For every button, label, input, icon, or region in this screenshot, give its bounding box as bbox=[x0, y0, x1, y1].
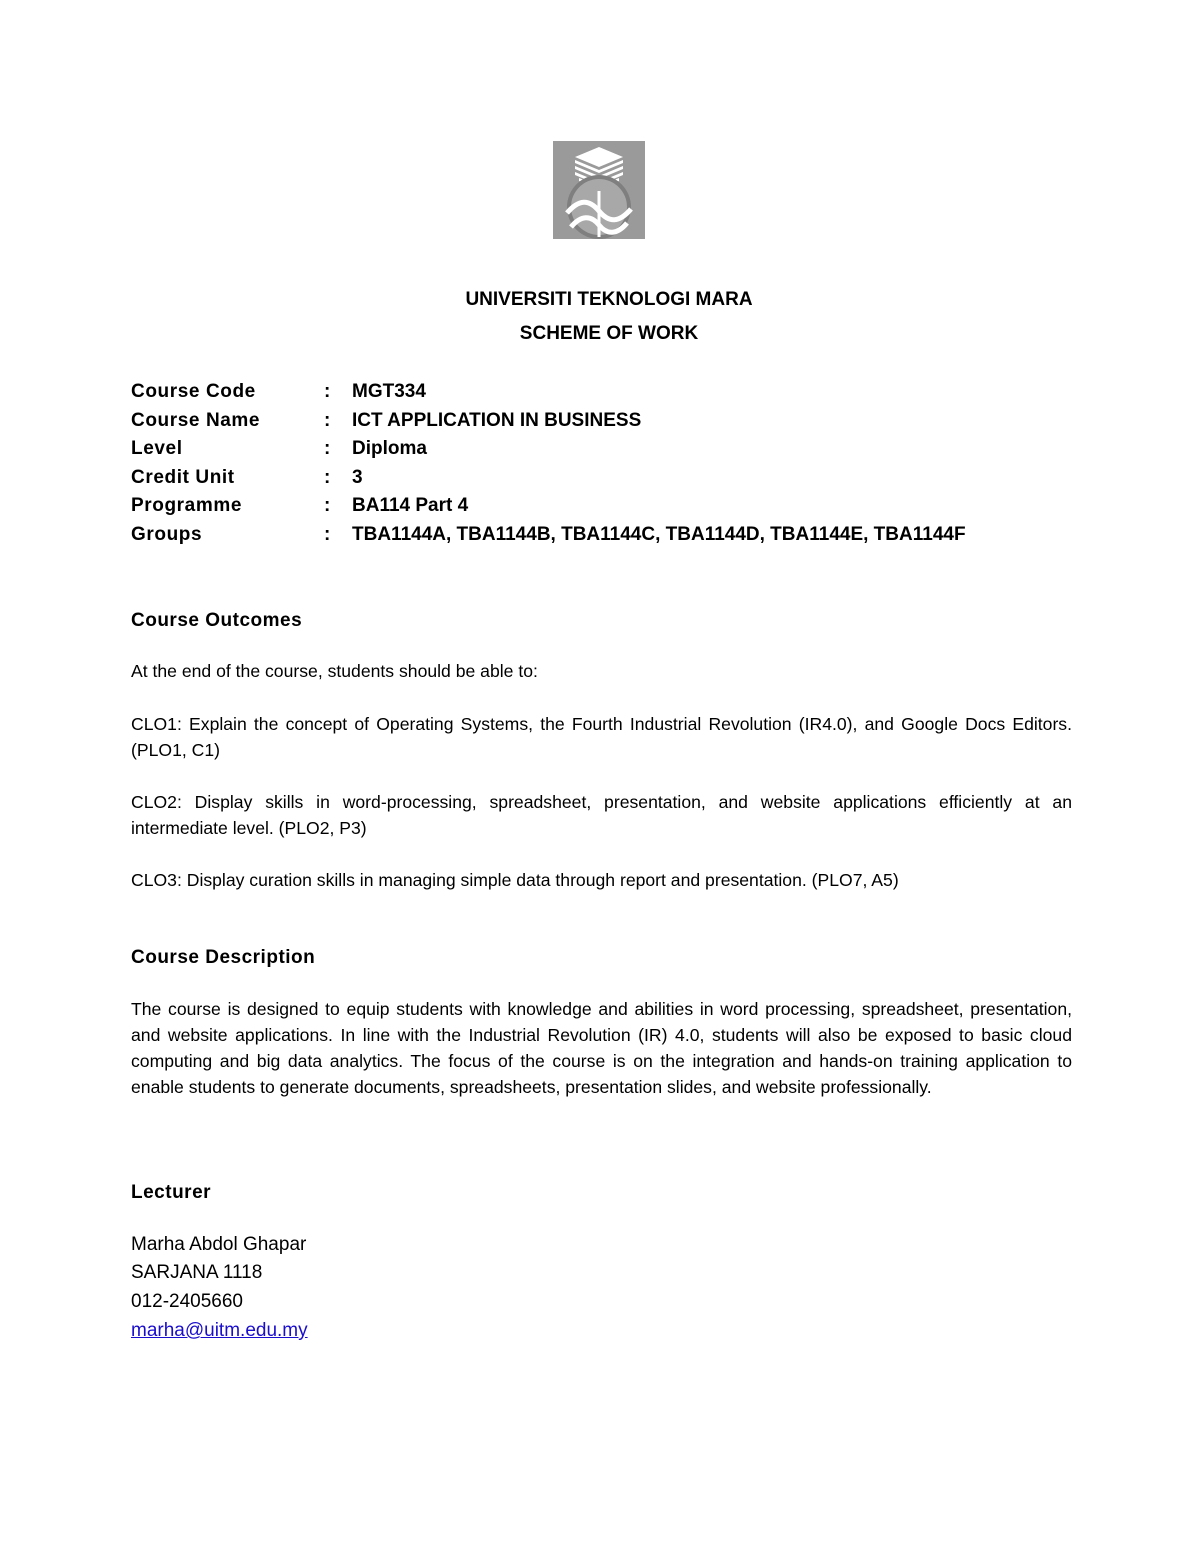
separator-colon: : bbox=[324, 466, 331, 488]
credit-unit-value: 3 bbox=[352, 466, 363, 488]
course-name-value: ICT APPLICATION IN BUSINESS bbox=[352, 409, 642, 431]
separator-colon: : bbox=[324, 381, 331, 402]
separator-colon: : bbox=[324, 409, 331, 431]
level-label: Level bbox=[131, 438, 183, 460]
credit-unit-label: Credit Unit bbox=[131, 466, 235, 488]
lecturer-phone: 012-2405660 bbox=[131, 1291, 243, 1312]
groups-value: TBA1144A, TBA1144B, TBA1144C, TBA1144D, TBA1144E, TBA1144F bbox=[352, 523, 966, 545]
separator-colon: : bbox=[324, 438, 331, 460]
course-code-value: MGT334 bbox=[352, 381, 426, 402]
level-value: Diploma bbox=[352, 438, 427, 460]
separator-colon: : bbox=[324, 523, 331, 545]
outcome-clo3: CLO3: Display curation skills in managing simple data through report and presentation. (PLO7, A5) bbox=[131, 870, 899, 890]
outcome-clo1: CLO1: Explain the concept of Operating Systems, the Fourth Industrial Revolution (IR4.0), and Google Docs Editors. (PLO1, C1) bbox=[131, 714, 1072, 760]
university-logo bbox=[553, 141, 645, 249]
course-code-label: Course Code bbox=[131, 381, 256, 402]
separator-colon: : bbox=[324, 495, 331, 517]
lecturer-heading: Lecturer bbox=[131, 1182, 212, 1203]
institution-title: UNIVERSITI TEKNOLOGI MARA bbox=[465, 289, 753, 310]
programme-value: BA114 Part 4 bbox=[352, 495, 469, 517]
document-title: SCHEME OF WORK bbox=[519, 323, 699, 344]
lecturer-name: Marha Abdol Ghapar bbox=[131, 1234, 307, 1255]
groups-label: Groups bbox=[131, 523, 203, 545]
course-name-label: Course Name bbox=[131, 409, 261, 431]
description-text: The course is designed to equip students with knowledge and abilities in word processing, spreadsheet, presentation, and website applications. In line with the Industrial Revolution (IR) 4.0, students will also be exposed to basic cloud computing and big data analytics. The focus of the course is on the integration and hands-on training application to enable students to generate documents, spreadsheets, presentation slides, and website professionally. bbox=[131, 999, 1072, 1097]
lecturer-office: SARJANA 1118 bbox=[131, 1262, 263, 1283]
lecturer-email-link[interactable]: marha@uitm.edu.my bbox=[131, 1320, 308, 1341]
programme-label: Programme bbox=[131, 495, 242, 517]
outcomes-heading: Course Outcomes bbox=[131, 610, 303, 631]
lecturer-email-line bbox=[131, 1317, 308, 1346]
description-heading: Course Description bbox=[131, 947, 316, 968]
outcomes-intro: At the end of the course, students should be able to: bbox=[131, 661, 538, 681]
outcome-clo2: CLO2: Display skills in word-processing, spreadsheet, presentation, and website applications efficiently at an intermediate level. (PLO2, P3) bbox=[131, 792, 1072, 838]
